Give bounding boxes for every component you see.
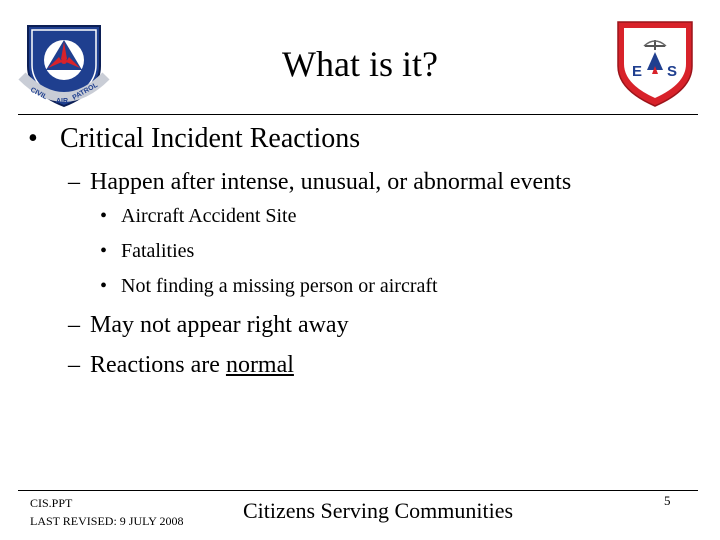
bullet-marker: • (100, 205, 108, 227)
dash-marker: – (68, 169, 80, 195)
sub-bullet-text: Reactions are (90, 352, 226, 378)
svg-text:CIVIL: CIVIL (29, 86, 49, 102)
slide-title: What is it? (282, 44, 438, 84)
sub-sub-bullet-aircraft-accident-site (100, 204, 297, 228)
svg-text:S: S (667, 63, 678, 80)
bullet-marker: • (100, 275, 108, 297)
svg-text:E: E (632, 63, 643, 80)
footer-last-revised: LAST REVISED: 9 JULY 2008 (30, 514, 184, 528)
sub-bullet-text: May not appear right away (90, 312, 349, 338)
svg-text:PATROL: PATROL (71, 81, 100, 102)
sub-sub-bullet-text: Fatalities (121, 240, 195, 262)
svg-text:AIR: AIR (56, 98, 69, 105)
sub-bullet-reactions-normal (68, 350, 294, 380)
sub-sub-bullet-text: Not finding a missing person or aircraft (121, 275, 438, 297)
bullet-critical-incident-reactions (28, 121, 360, 157)
dash-marker: – (68, 352, 80, 378)
emergency-services-logo-icon (612, 18, 698, 108)
bullet-marker: • (100, 240, 108, 262)
footer-file-info (30, 494, 183, 530)
sub-sub-bullet-missing-person (100, 274, 438, 298)
sub-sub-bullet-fatalities (100, 239, 194, 263)
sub-sub-bullet-text: Aircraft Accident Site (121, 205, 297, 227)
footer-file-name: CIS.PPT (30, 496, 73, 510)
emphasis-normal: normal (225, 352, 294, 378)
sub-bullet-text: Happen after intense, unusual, or abnormal events (90, 169, 572, 195)
dash-marker: – (68, 312, 80, 338)
bullet-text: Critical Incident Reactions (60, 123, 361, 154)
bullet-marker: • (28, 123, 38, 154)
footer-tagline: Citizens Serving Communities (242, 498, 514, 523)
civil-air-patrol-logo-icon (18, 18, 110, 110)
page-number: 5 (664, 493, 671, 508)
sub-bullet-happen-after (68, 167, 571, 197)
sub-bullet-may-not-appear (68, 310, 349, 340)
title-divider (18, 114, 698, 115)
footer-divider (18, 490, 698, 491)
